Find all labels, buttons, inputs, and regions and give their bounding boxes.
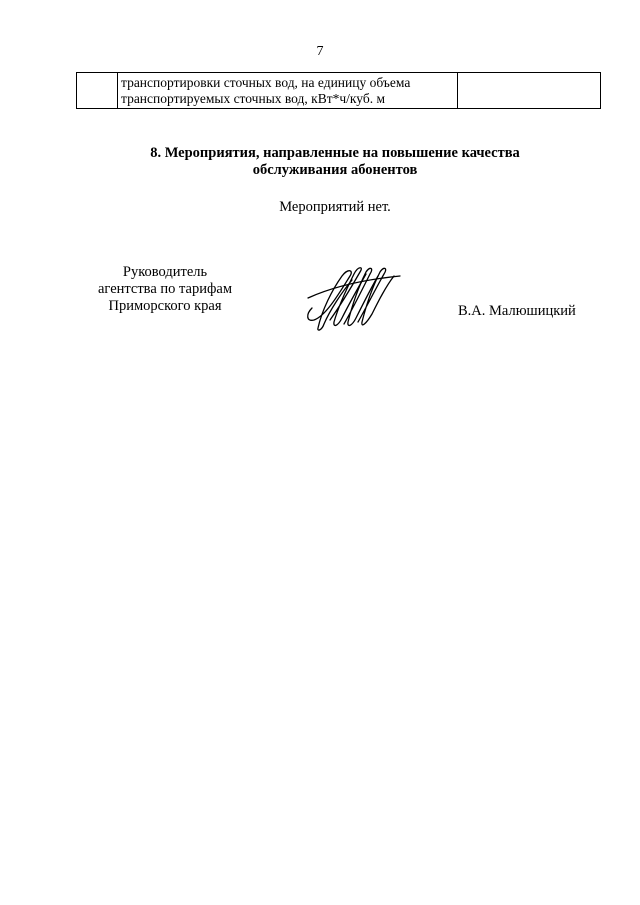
section-heading bbox=[0, 145, 640, 179]
continuation-table bbox=[76, 72, 601, 109]
page-number: 7 bbox=[316, 44, 324, 59]
row-description-cell bbox=[118, 73, 458, 109]
section-heading-line: 8. Мероприятия, направленные на повышение качества bbox=[150, 145, 520, 161]
row-number-cell bbox=[77, 73, 118, 109]
table-row bbox=[77, 73, 601, 109]
signer-position-line: Приморского края bbox=[108, 298, 222, 314]
row-description-line: транспортируемых сточных вод, кВт*ч/куб. м bbox=[121, 91, 386, 106]
handwritten-signature bbox=[300, 262, 410, 334]
section-heading-line: обслуживания абонентов bbox=[252, 162, 418, 178]
row-description-line: транспортировки сточных вод, на единицу объема bbox=[121, 75, 411, 90]
section-body-text: Мероприятий нет. bbox=[279, 199, 391, 215]
signer-position-line: агентства по тарифам bbox=[98, 281, 232, 297]
signer-position-line: Руководитель bbox=[122, 264, 208, 280]
signer-position bbox=[70, 264, 260, 315]
row-value-cell bbox=[458, 73, 601, 109]
signer-name: В.А. Малюшицкий bbox=[458, 303, 576, 319]
